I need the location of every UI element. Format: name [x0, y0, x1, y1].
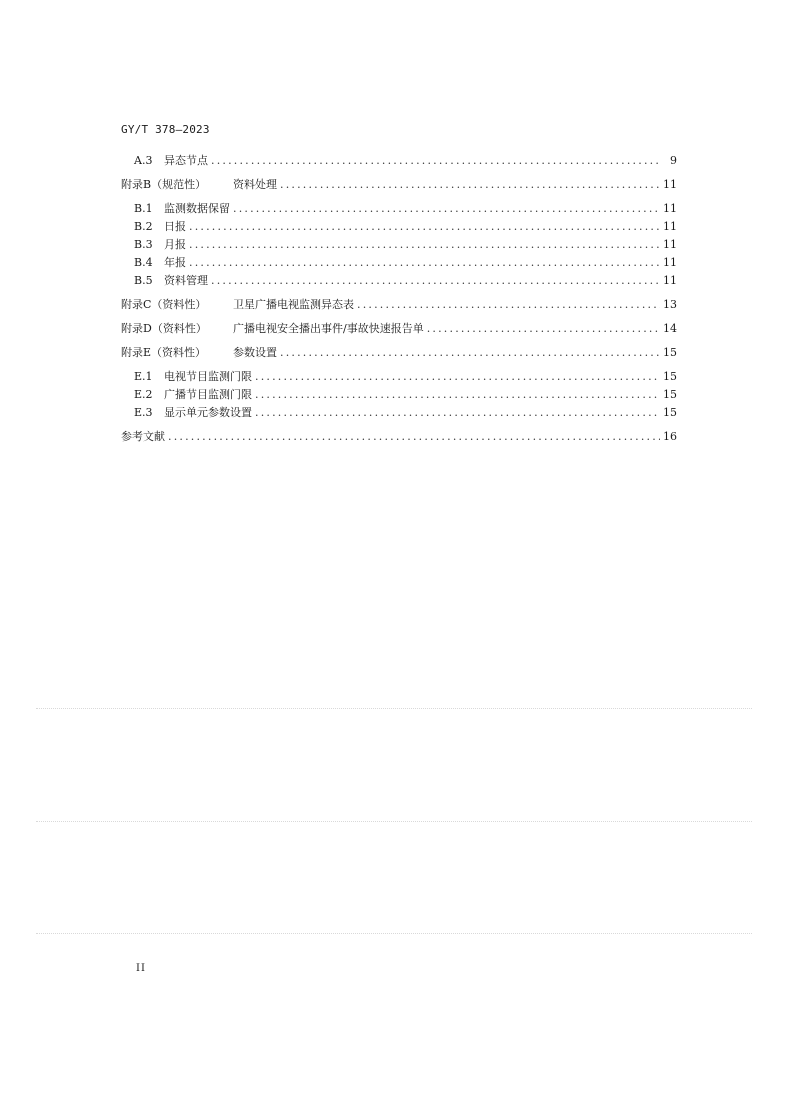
toc-entry-number: B.1	[134, 202, 153, 215]
dotted-divider	[36, 933, 752, 934]
toc-entry-appendix-e[interactable]	[121, 344, 677, 362]
toc-entry-page: 11	[663, 178, 677, 191]
toc-entry-page: 11	[663, 238, 677, 251]
toc-entry-title: 卫星广播电视监测异态表	[233, 298, 354, 311]
toc-leader-dots	[357, 296, 660, 314]
toc-leader-dots	[189, 254, 660, 272]
toc-entry-number: E.3	[134, 406, 153, 419]
toc-entry-b2[interactable]	[121, 218, 677, 236]
toc-entry-title: 年报	[164, 256, 186, 269]
toc-entry-b3[interactable]	[121, 236, 677, 254]
toc-entry-appendix-b[interactable]	[121, 176, 677, 194]
toc-entry-e1[interactable]	[121, 368, 677, 386]
toc-entry-e3[interactable]	[121, 404, 677, 422]
toc-entry-number: B.3	[134, 238, 153, 251]
toc-entry-number: 附录E（资料性）	[121, 346, 207, 359]
toc-entry-number: B.2	[134, 220, 153, 233]
toc-entry-page: 15	[663, 346, 677, 359]
toc-entry-page: 15	[663, 406, 677, 419]
toc-entry-title: 参数设置	[233, 346, 277, 359]
toc-leader-dots	[189, 236, 660, 254]
toc-entry-number: B.4	[134, 256, 153, 269]
document-id: GY/T 378—2023	[121, 123, 210, 136]
toc-entry-page: 14	[663, 322, 677, 335]
toc-leader-dots	[427, 320, 660, 338]
toc-leader-dots	[211, 272, 660, 290]
toc-entry-title: 资料管理	[164, 274, 208, 287]
toc-leader-dots	[255, 368, 660, 386]
toc-entry-page: 11	[663, 220, 677, 233]
toc-entry-title: 参考文献	[121, 430, 165, 443]
toc-entry-title: 日报	[164, 220, 186, 233]
toc-entry-page: 13	[663, 298, 677, 311]
toc-entry-b5[interactable]	[121, 272, 677, 290]
toc-entry-title: 显示单元参数设置	[164, 406, 252, 419]
toc-entry-title: 广播节目监测门限	[164, 388, 252, 401]
toc-leader-dots	[255, 386, 660, 404]
toc-entry-page: 11	[663, 202, 677, 215]
toc-entry-b4[interactable]	[121, 254, 677, 272]
toc-entry-number: B.5	[134, 274, 153, 287]
dotted-divider	[36, 821, 752, 822]
toc-entry-number: A.3	[134, 154, 153, 167]
toc-entry-title: 异态节点	[164, 154, 208, 167]
toc-entry-a3[interactable]	[121, 152, 677, 170]
toc-entry-page: 9	[670, 154, 677, 167]
toc-entry-references[interactable]	[121, 428, 677, 446]
toc-entry-title: 监测数据保留	[164, 202, 230, 215]
table-of-contents	[121, 152, 677, 446]
toc-leader-dots	[280, 176, 660, 194]
toc-entry-number: 附录C（资料性）	[121, 298, 207, 311]
toc-entry-b1[interactable]	[121, 200, 677, 218]
toc-leader-dots	[211, 152, 662, 170]
toc-entry-number: E.2	[134, 388, 153, 401]
toc-entry-title: 广播电视安全播出事件/事故快速报告单	[233, 322, 424, 335]
toc-entry-page: 15	[663, 388, 677, 401]
dotted-divider	[36, 708, 752, 709]
toc-entry-number: 附录B（规范性）	[121, 178, 207, 191]
toc-entry-page: 11	[663, 274, 677, 287]
toc-entry-page: 11	[663, 256, 677, 269]
toc-entry-appendix-c[interactable]	[121, 296, 677, 314]
page-number: II	[136, 963, 146, 974]
toc-leader-dots	[233, 200, 660, 218]
toc-leader-dots	[280, 344, 660, 362]
toc-entry-title: 电视节目监测门限	[164, 370, 252, 383]
toc-entry-title: 月报	[164, 238, 186, 251]
toc-entry-number: E.1	[134, 370, 153, 383]
toc-entry-title: 资料处理	[233, 178, 277, 191]
toc-entry-page: 15	[663, 370, 677, 383]
toc-entry-appendix-d[interactable]	[121, 320, 677, 338]
toc-leader-dots	[168, 428, 660, 446]
toc-leader-dots	[189, 218, 660, 236]
toc-leader-dots	[255, 404, 660, 422]
toc-entry-page: 16	[663, 430, 677, 443]
toc-entry-number: 附录D（资料性）	[121, 322, 207, 335]
toc-entry-e2[interactable]	[121, 386, 677, 404]
